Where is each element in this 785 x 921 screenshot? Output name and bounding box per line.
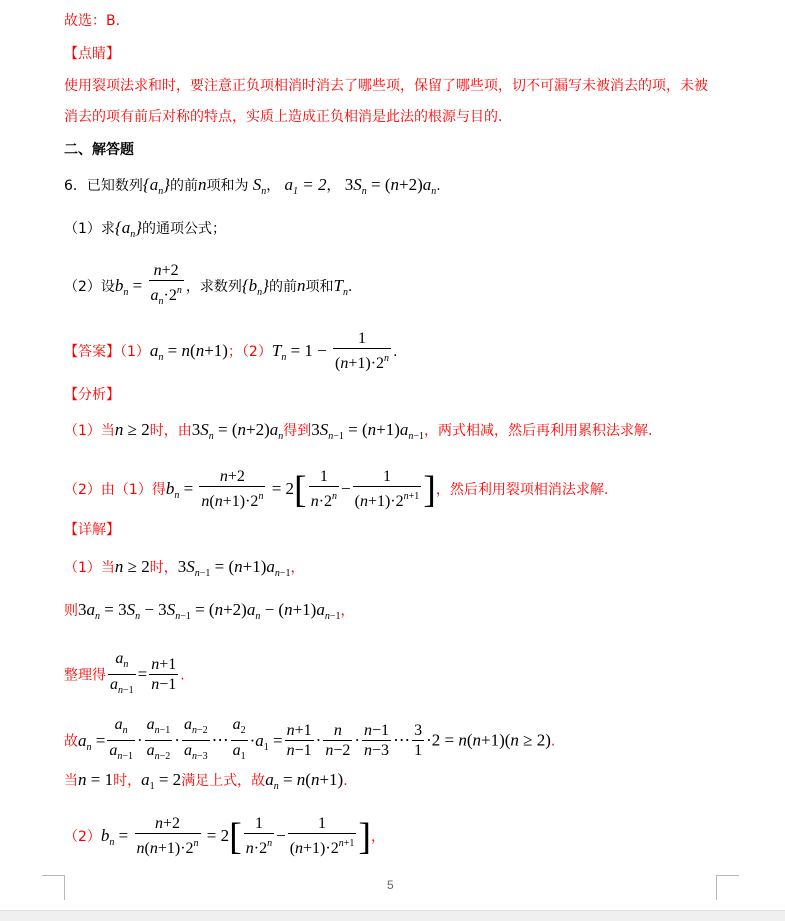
stem-text: ， [266, 178, 281, 194]
detail-text: （1）当 [64, 560, 115, 576]
math-fraction: $\frac{a_n}{a_{n-1}}$ [108, 650, 136, 701]
stem-text: 项和为 [206, 178, 249, 194]
question-number: 6． [64, 178, 87, 194]
detail-text: 则 [64, 603, 78, 619]
detail-text: . [180, 667, 185, 684]
analysis-text: ，然后利用裂项相消法求解. [435, 482, 609, 498]
question-6-part-1 [64, 218, 226, 245]
detail-text: 当 [64, 773, 78, 789]
math-Sn: $S_n$ [248, 175, 267, 197]
section-heading: 二、解答题 [64, 142, 134, 158]
page-gap [0, 910, 785, 921]
math-n: n [296, 276, 306, 295]
answer-separator: ；（2） [227, 344, 272, 360]
math-relation-prev: $3S_{n-1} = (n+1)a_{n-1}$ [311, 420, 425, 442]
detail-text: ， [340, 603, 355, 619]
part-label: （2）设 [64, 279, 115, 295]
math-n-equals-1: n = 1 [78, 770, 114, 789]
analysis-line-1 [64, 420, 653, 447]
detail-text: . [550, 733, 556, 750]
math-fraction: $\frac{1}{n\cdot 2^n}$ [310, 468, 338, 510]
question-6-stem [64, 175, 441, 202]
detail-text: 时， [113, 773, 142, 789]
part-text: ． [347, 279, 362, 295]
math-sequence-an: $\{a_n\}$ [114, 218, 143, 240]
page-number: 5 [387, 878, 394, 892]
analysis-text: ，两式相减，然后再利用累积法求解. [424, 423, 653, 439]
analysis-text: （2）由（1）得 [64, 482, 166, 498]
analysis-line-2: （2）由（1）得$b_n$ = $\frac{n+2}{n(n+1)\cdot 2^n}$ = 2[ $\frac{1}{n\cdot 2^n}$ − $\frac{1}{(n+1)\cdot 2^{n+1}}$ ]，然后利用裂项相消法求解. [64, 468, 609, 511]
math-fraction: $\frac{1}{(n+1)\cdot 2^{n+1}}$ [354, 468, 420, 510]
math-an: $a_n$ = [78, 730, 106, 753]
math-answer-1: $a_n = n(n+1)$ [149, 341, 228, 363]
math-n: n [198, 175, 207, 194]
answer-choice: 故选：B. [64, 13, 121, 29]
math-relation-prev: $3S_{n-1} = (n+1)a_{n-1}$ [177, 557, 291, 579]
detail-text: . [343, 773, 348, 789]
stem-text: 的前 [170, 178, 199, 194]
dianjing-heading: 【点睛】 [64, 46, 120, 62]
detail-heading: 【详解】 [64, 522, 120, 538]
dianjing-line-2: 消去的项有前后对称的特点，实质上造成正负相消是此法的根源与目的. [64, 109, 503, 125]
stem-text: 已知数列 [86, 178, 143, 194]
math-bn: $b_n$ = [165, 479, 198, 501]
answer-part-label: （1） [120, 344, 150, 360]
part-text: 项和 [305, 279, 334, 295]
math-fraction: $\frac{1}{(n+1)\cdot 2^n}$ [335, 330, 390, 372]
detail-text: 满足上式，故 [181, 773, 266, 789]
math-sequence-an: $\{a_n\}$ [142, 175, 171, 197]
detail-text: ， [290, 560, 305, 576]
part-text: 的通项公式； [142, 221, 227, 237]
detail-line-6: $(2)b_n$ = $\frac{n+2}{n(n+1)\cdot 2^n}$ = 2[ $\frac{1}{n\cdot 2^n}$ − $\frac{1}{(n+1)\cdot 2^{n+1}}$ ]， [64, 815, 386, 858]
answer-heading: 【答案】 [64, 344, 120, 360]
math-condition: n ≥ 2 [114, 557, 150, 576]
crop-mark-right [716, 875, 739, 900]
math-bn: $b_n$ [114, 276, 129, 298]
math-a1: $a_1 = 2$ [280, 175, 327, 197]
math-fraction: $\frac{n+2}{n(n+1)\cdot 2^n}$ [201, 468, 264, 510]
detail-text: 整理得 [64, 667, 106, 684]
detail-line-3: 整理得 $\frac{a_n}{a_{n-1}}$ = $\frac{n+1}{n-1}$ . [64, 650, 185, 701]
math-subtraction: $3a_n = 3S_n - 3S_{n-1} = (n+2)a_n - (n+1)a_{n-1}$ [78, 600, 341, 622]
analysis-heading: 【分析】 [64, 387, 120, 403]
analysis-text: 得到 [283, 423, 312, 439]
math-answer-2: $T_n = 1$ − [271, 341, 332, 363]
stem-text: ， [326, 178, 341, 194]
math-condition: n ≥ 2 [114, 420, 150, 439]
detail-line-2 [64, 600, 354, 627]
answer-end: . [393, 344, 398, 360]
math-bn: $b_n$ = [100, 826, 133, 848]
detail-text: 时， [149, 560, 178, 576]
math-a1: $a_1 = 2$ [141, 770, 182, 792]
detail-text: 故 [64, 733, 78, 750]
math-relation: $3S_n = (n+2)a_n$ [191, 420, 284, 442]
math-an-formula: $a_n = n(n+1)$ [265, 770, 344, 792]
detail-line-4: 故$a_n$ = $\frac{a_n}{a_{n-1}}$ · $\frac{a_{n-1}}{a_{n-2}}$ · $\frac{a_{n-2}}{a_{n-3}}$ ⋯ $\frac{a_2}{a_1}$ $\cdot a_1$ = $\frac{n+1}{n-1}$ · $\frac{n}{n-2}$ · $\frac{n-1}{n-3}$ ⋯ $\frac{3}{1}$ ·2 = n(n+1)(n ≥ 2). [64, 716, 555, 767]
analysis-text: 时，由 [149, 423, 192, 439]
detail-text: ， [371, 829, 386, 845]
detail-text: （2） [64, 829, 101, 845]
stem-text: . [436, 178, 441, 194]
question-6-part-2: （2）设$b_n$ = $\frac{n+2}{a_n\cdot 2^n}$ ，求数列$\{b_n\}$的前n项和$T_n$． [64, 262, 362, 312]
crop-mark-left [42, 875, 65, 900]
math-fraction: $\frac{n+1}{n-1}$ [151, 656, 177, 693]
part-text: 的前 [268, 279, 297, 295]
detail-line-5 [64, 770, 348, 797]
math-fraction: $\frac{n+2}{a_n\cdot 2^n}$ [149, 262, 184, 312]
answer-line [64, 330, 397, 374]
analysis-text: （1）当 [64, 423, 115, 439]
math-relation: $3S_n = (n+2)a_n$ [340, 175, 437, 197]
math-sequence-bn: $\{b_n\}$ [241, 276, 269, 298]
part-label: （1）求 [64, 221, 115, 237]
detail-line-1 [64, 557, 305, 584]
part-text: ，求数列 [185, 279, 242, 295]
math-Tn: $T_n$ [333, 276, 348, 298]
dianjing-line-1: 使用裂项法求和时，要注意正负项相消时消去了哪些项，保留了哪些项，切不可漏写未被消去的项，未被 [64, 78, 708, 94]
